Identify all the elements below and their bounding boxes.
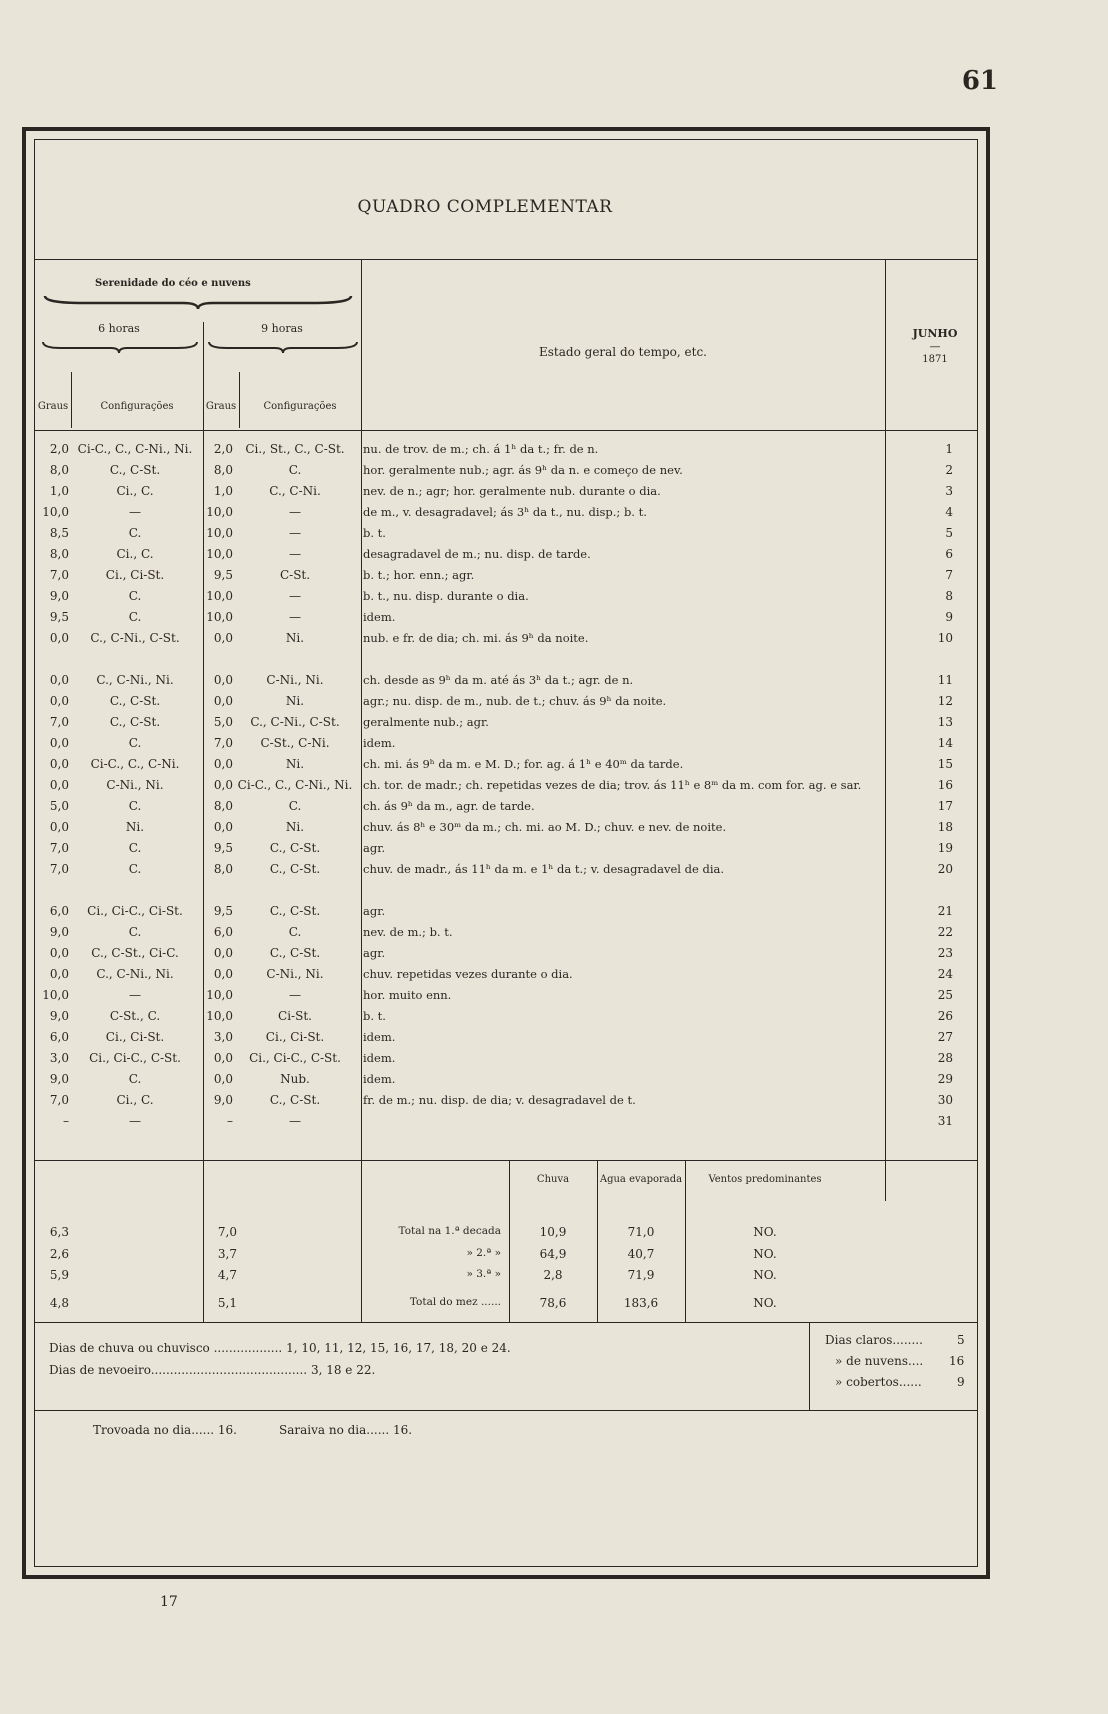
graus-6-cell: 9,0 bbox=[49, 1071, 69, 1086]
config-9-cell: — bbox=[289, 1113, 301, 1128]
trovoada: Trovoada no dia...... 16. bbox=[93, 1423, 237, 1437]
graus-9-cell: 10,0 bbox=[206, 525, 233, 540]
table-row bbox=[35, 501, 959, 522]
header-config-9: Configurações bbox=[263, 401, 337, 412]
graus-6-cell: 0,0 bbox=[49, 966, 69, 981]
estado-cell: geralmente nub.; agr. bbox=[363, 714, 489, 729]
config-9-cell: Ci., St., C., C-St. bbox=[245, 441, 345, 456]
table-frame bbox=[22, 127, 990, 1579]
header-bottom-line bbox=[35, 430, 977, 431]
saraiva: Saraiva no dia...... 16. bbox=[279, 1423, 413, 1437]
day-cell: 8 bbox=[945, 588, 953, 603]
table-row bbox=[35, 1110, 959, 1131]
day-cell: 4 bbox=[945, 504, 953, 519]
row-gap bbox=[35, 648, 959, 669]
config-6-cell: C., C-Ni., Ni. bbox=[96, 672, 174, 687]
day-cell: 1 bbox=[945, 441, 953, 456]
page-title: QUADRO COMPLEMENTAR bbox=[357, 197, 613, 217]
vline-graus9 bbox=[239, 372, 240, 428]
config-9-cell: C-St., C-Ni. bbox=[260, 735, 330, 750]
estado-cell: de m., v. desagradavel; ás 3ʰ da t., nu. disp.; b. t. bbox=[363, 504, 647, 519]
table-row bbox=[35, 774, 959, 795]
estado-cell bbox=[355, 1110, 881, 1131]
summary-agua: 183,6 bbox=[623, 1296, 659, 1310]
graus-9-cell: – bbox=[227, 1113, 233, 1128]
graus-6-cell: 7,0 bbox=[49, 861, 69, 876]
graus-9-cell: 8,0 bbox=[213, 798, 233, 813]
graus-9-cell: 3,0 bbox=[213, 1029, 233, 1044]
estado-cell: fr. de m.; nu. disp. de dia; v. desagradavel de t. bbox=[363, 1092, 636, 1107]
graus-6-cell: 5,0 bbox=[49, 798, 69, 813]
dias-cobertos-label: » cobertos...... bbox=[835, 1375, 922, 1389]
graus-9-cell: 9,5 bbox=[213, 840, 233, 855]
header-top-line bbox=[35, 259, 977, 260]
summary-graus-9: 4,7 bbox=[217, 1268, 237, 1282]
config-6-cell: C., C-Ni., C-St. bbox=[90, 630, 180, 645]
estado-cell: nub. e fr. de dia; ch. mi. ás 9ʰ da noite. bbox=[363, 630, 589, 645]
config-6-cell: Ni. bbox=[125, 819, 145, 834]
dias-claros-label: Dias claros........ bbox=[825, 1333, 923, 1347]
summary-agua: 40,7 bbox=[627, 1247, 655, 1261]
config-9-cell: Ni. bbox=[285, 756, 305, 771]
header-graus-6: Graus bbox=[37, 401, 69, 412]
config-9-cell: — bbox=[289, 609, 301, 624]
day-cell: 7 bbox=[945, 567, 953, 582]
config-9-cell: C., C-St. bbox=[269, 1092, 321, 1107]
day-cell: 23 bbox=[937, 945, 953, 960]
header-serenidade: Serenidade do céo e nuvens bbox=[95, 278, 251, 289]
day-cell: 6 bbox=[945, 546, 953, 561]
graus-6-cell: 10,0 bbox=[42, 504, 69, 519]
graus-6-cell: 9,5 bbox=[49, 609, 69, 624]
summary-chuva: 2,8 bbox=[543, 1268, 563, 1282]
summary-vento: NO. bbox=[753, 1296, 777, 1310]
day-cell: 28 bbox=[937, 1050, 953, 1065]
summary-graus-9: 5,1 bbox=[217, 1296, 237, 1310]
summary-label: » 2.ª » bbox=[466, 1247, 501, 1259]
day-cell: 11 bbox=[937, 672, 953, 687]
graus-9-cell: 0,0 bbox=[213, 756, 233, 771]
summary-vento: NO. bbox=[753, 1247, 777, 1261]
graus-9-cell: 10,0 bbox=[206, 609, 233, 624]
table-row bbox=[35, 732, 959, 753]
table-row bbox=[35, 1068, 959, 1089]
dias-nevoeiro bbox=[49, 1363, 375, 1377]
graus-9-cell: 9,0 bbox=[213, 1092, 233, 1107]
table-row bbox=[35, 1089, 959, 1110]
graus-6-cell: 9,0 bbox=[49, 924, 69, 939]
graus-6-cell: 0,0 bbox=[49, 735, 69, 750]
config-6-cell: C. bbox=[128, 861, 142, 876]
vline-dias bbox=[809, 1322, 810, 1410]
daily-table bbox=[35, 438, 959, 1131]
day-cell: 3 bbox=[945, 483, 953, 498]
config-6-cell: — bbox=[129, 1113, 141, 1128]
estado-cell: idem. bbox=[363, 609, 396, 624]
day-cell: 17 bbox=[937, 798, 953, 813]
graus-6-cell: 0,0 bbox=[49, 630, 69, 645]
footer-mid-line bbox=[35, 1410, 977, 1411]
table-row bbox=[35, 900, 959, 921]
day-cell: 13 bbox=[937, 714, 953, 729]
graus-6-cell: 6,0 bbox=[49, 1029, 69, 1044]
estado-cell: ch. desde as 9ʰ da m. até ás 3ʰ da t.; agr. de n. bbox=[363, 672, 634, 687]
graus-9-cell: 0,0 bbox=[213, 945, 233, 960]
brace-9-horas bbox=[207, 340, 359, 354]
dias-chuva bbox=[49, 1341, 511, 1355]
graus-9-cell: 10,0 bbox=[206, 504, 233, 519]
config-6-cell: Ci., C. bbox=[116, 546, 154, 561]
header-dash: — bbox=[929, 340, 941, 353]
summary-vento: NO. bbox=[753, 1268, 777, 1282]
day-cell: 2 bbox=[945, 462, 953, 477]
table-row bbox=[35, 1047, 959, 1068]
graus-6-cell: 0,0 bbox=[49, 672, 69, 687]
config-9-cell: C., C-Ni., C-St. bbox=[250, 714, 340, 729]
config-6-cell: Ci., Ci-C., Ci-St. bbox=[87, 903, 183, 918]
day-cell: 16 bbox=[937, 777, 953, 792]
config-9-cell: — bbox=[289, 588, 301, 603]
estado-cell: nev. de n.; agr; hor. geralmente nub. durante o dia. bbox=[363, 483, 661, 498]
day-cell: 22 bbox=[937, 924, 953, 939]
header-graus-9: Graus bbox=[205, 401, 237, 412]
vline-graus6 bbox=[71, 372, 72, 428]
brace-serenidade bbox=[43, 294, 353, 310]
config-9-cell: — bbox=[289, 546, 301, 561]
table-row bbox=[35, 963, 959, 984]
config-6-cell: Ci-C., C., C-Ni. bbox=[90, 756, 180, 771]
day-cell: 21 bbox=[937, 903, 953, 918]
summary-graus-6: 4,8 bbox=[49, 1296, 69, 1310]
row-gap bbox=[35, 879, 959, 900]
day-cell: 30 bbox=[937, 1092, 953, 1107]
config-9-cell: C., C-St. bbox=[269, 903, 321, 918]
config-9-cell: C., C-St. bbox=[269, 840, 321, 855]
estado-cell: idem. bbox=[363, 1050, 396, 1065]
table-row bbox=[35, 1005, 959, 1026]
summary-header-ventos: Ventos predominantes bbox=[708, 1174, 822, 1185]
graus-6-cell: 8,0 bbox=[49, 462, 69, 477]
graus-6-cell: 1,0 bbox=[49, 483, 69, 498]
day-cell: 29 bbox=[937, 1071, 953, 1086]
graus-9-cell: 0,0 bbox=[213, 693, 233, 708]
config-6-cell: C., C-St., Ci-C. bbox=[91, 945, 179, 960]
config-9-cell: C. bbox=[288, 798, 302, 813]
table-row bbox=[35, 543, 959, 564]
graus-9-cell: 8,0 bbox=[213, 462, 233, 477]
summary-top-line bbox=[35, 1160, 977, 1161]
day-cell: 26 bbox=[937, 1008, 953, 1023]
dias-nuvens-label: » de nuvens.... bbox=[835, 1354, 924, 1368]
dias-claros-value: 5 bbox=[957, 1333, 965, 1347]
summary-chuva: 64,9 bbox=[539, 1247, 567, 1261]
dias-chuva-label: Dias de chuva ou chuvisco .................. bbox=[49, 1341, 283, 1355]
day-cell: 10 bbox=[937, 630, 953, 645]
graus-9-cell: 10,0 bbox=[206, 588, 233, 603]
estado-cell: idem. bbox=[363, 1029, 396, 1044]
estado-cell: ch. tor. de madr.; ch. repetidas vezes de dia; trov. ás 11ʰ e 8ᵐ da m. com for. ag. e sar. bbox=[363, 777, 862, 792]
day-cell: 31 bbox=[937, 1113, 953, 1128]
header-estado: Estado geral do tempo, etc. bbox=[539, 345, 707, 359]
table-row bbox=[35, 585, 959, 606]
table-row bbox=[35, 711, 959, 732]
config-6-cell: C. bbox=[128, 798, 142, 813]
graus-9-cell: 0,0 bbox=[213, 819, 233, 834]
graus-9-cell: 10,0 bbox=[206, 1008, 233, 1023]
table-row bbox=[35, 480, 959, 501]
estado-cell: nev. de m.; b. t. bbox=[363, 924, 453, 939]
header-config-6: Configurações bbox=[100, 401, 174, 412]
graus-6-cell: 3,0 bbox=[49, 1050, 69, 1065]
summary-chuva: 10,9 bbox=[539, 1225, 567, 1239]
config-6-cell: C. bbox=[128, 735, 142, 750]
table-row bbox=[35, 1026, 959, 1047]
graus-6-cell: 9,0 bbox=[49, 588, 69, 603]
config-9-cell: C., C-St. bbox=[269, 945, 321, 960]
config-6-cell: C., C-St. bbox=[109, 714, 161, 729]
config-9-cell: — bbox=[289, 525, 301, 540]
table-row bbox=[35, 795, 959, 816]
page-number: 61 bbox=[961, 66, 998, 96]
table-row bbox=[35, 921, 959, 942]
summary-label: » 3.ª » bbox=[466, 1268, 501, 1280]
header-year: 1871 bbox=[922, 354, 948, 365]
config-9-cell: C-St. bbox=[279, 567, 311, 582]
summary-agua: 71,9 bbox=[627, 1268, 655, 1282]
graus-6-cell: 0,0 bbox=[49, 945, 69, 960]
table-row bbox=[35, 942, 959, 963]
day-cell: 24 bbox=[937, 966, 953, 981]
day-cell: 5 bbox=[945, 525, 953, 540]
config-9-cell: Ci., Ci-St. bbox=[265, 1029, 325, 1044]
config-9-cell: C-Ni., Ni. bbox=[266, 966, 324, 981]
estado-cell: ch. mi. ás 9ʰ da m. e M. D.; for. ag. á 1ʰ e 40ᵐ da tarde. bbox=[363, 756, 684, 771]
day-cell: 19 bbox=[937, 840, 953, 855]
summary-label: Total do mez ...... bbox=[409, 1296, 501, 1308]
graus-6-cell: 9,0 bbox=[49, 1008, 69, 1023]
config-9-cell: Ni. bbox=[285, 630, 305, 645]
estado-cell: nu. de trov. de m.; ch. á 1ʰ da t.; fr. de n. bbox=[363, 441, 599, 456]
graus-9-cell: 0,0 bbox=[213, 1050, 233, 1065]
summary-chuva: 78,6 bbox=[539, 1296, 567, 1310]
estado-cell: ch. ás 9ʰ da m., agr. de tarde. bbox=[363, 798, 535, 813]
graus-9-cell: 8,0 bbox=[213, 861, 233, 876]
estado-cell: desagradavel de m.; nu. disp. de tarde. bbox=[363, 546, 591, 561]
table-row bbox=[35, 690, 959, 711]
estado-cell: agr.; nu. disp. de m., nub. de t.; chuv. ás 9ʰ da noite. bbox=[363, 693, 667, 708]
config-6-cell: C. bbox=[128, 525, 142, 540]
table-row bbox=[35, 522, 959, 543]
graus-9-cell: 9,5 bbox=[213, 903, 233, 918]
config-9-cell: C. bbox=[288, 462, 302, 477]
header-9-horas: 9 horas bbox=[261, 322, 303, 335]
dias-nevoeiro-value: 3, 18 e 22. bbox=[310, 1363, 376, 1377]
config-6-cell: — bbox=[129, 504, 141, 519]
table-row bbox=[35, 564, 959, 585]
config-9-cell: Ci-St. bbox=[278, 1008, 312, 1023]
dias-nevoeiro-label: Dias de nevoeiro......................................... bbox=[49, 1363, 308, 1377]
config-6-cell: C., C-Ni., Ni. bbox=[96, 966, 174, 981]
estado-cell: idem. bbox=[363, 1071, 396, 1086]
config-9-cell: Ci-C., C., C-Ni., Ni. bbox=[237, 777, 353, 792]
summary-header-agua: Agua evaporada bbox=[599, 1174, 683, 1185]
estado-cell: b. t., nu. disp. durante o dia. bbox=[363, 588, 529, 603]
graus-9-cell: 1,0 bbox=[213, 483, 233, 498]
graus-9-cell: 0,0 bbox=[213, 630, 233, 645]
table-row bbox=[35, 753, 959, 774]
config-9-cell: C., C-St. bbox=[269, 861, 321, 876]
table-row bbox=[35, 858, 959, 879]
day-cell: 18 bbox=[937, 819, 953, 834]
graus-9-cell: 6,0 bbox=[213, 924, 233, 939]
graus-9-cell: 10,0 bbox=[206, 987, 233, 1002]
graus-6-cell: 8,0 bbox=[49, 546, 69, 561]
config-9-cell: C-Ni., Ni. bbox=[266, 672, 324, 687]
graus-6-cell: – bbox=[63, 1113, 69, 1128]
graus-6-cell: 7,0 bbox=[49, 714, 69, 729]
day-cell: 15 bbox=[937, 756, 953, 771]
graus-6-cell: 7,0 bbox=[49, 840, 69, 855]
graus-9-cell: 7,0 bbox=[213, 735, 233, 750]
estado-cell: b. t. bbox=[363, 525, 386, 540]
summary-label: Total na 1.ª decada bbox=[398, 1225, 501, 1237]
config-6-cell: C. bbox=[128, 588, 142, 603]
config-9-cell: C., C-Ni. bbox=[269, 483, 321, 498]
summary-graus-6: 2,6 bbox=[49, 1247, 69, 1261]
summary-header-chuva: Chuva bbox=[536, 1174, 570, 1185]
day-cell: 14 bbox=[937, 735, 953, 750]
config-9-cell: C. bbox=[288, 924, 302, 939]
table-inner bbox=[34, 139, 978, 1567]
graus-6-cell: 2,0 bbox=[49, 441, 69, 456]
table-row bbox=[35, 669, 959, 690]
graus-9-cell: 9,5 bbox=[213, 567, 233, 582]
graus-9-cell: 0,0 bbox=[213, 1071, 233, 1086]
day-cell: 20 bbox=[937, 861, 953, 876]
summary-graus-9: 7,0 bbox=[217, 1225, 237, 1239]
config-9-cell: Ni. bbox=[285, 819, 305, 834]
config-9-cell: — bbox=[289, 987, 301, 1002]
graus-9-cell: 0,0 bbox=[213, 672, 233, 687]
config-6-cell: C. bbox=[128, 840, 142, 855]
config-9-cell: Ni. bbox=[285, 693, 305, 708]
graus-9-cell: 5,0 bbox=[213, 714, 233, 729]
day-cell: 9 bbox=[945, 609, 953, 624]
footer-number: 17 bbox=[160, 1594, 178, 1610]
config-9-cell: Ci., Ci-C., C-St. bbox=[249, 1050, 341, 1065]
summary-graus-6: 6,3 bbox=[49, 1225, 69, 1239]
graus-6-cell: 8,5 bbox=[49, 525, 69, 540]
footer-top-line bbox=[35, 1322, 977, 1323]
config-6-cell: C., C-St. bbox=[109, 693, 161, 708]
config-6-cell: Ci., Ci-St. bbox=[105, 1029, 165, 1044]
day-cell: 27 bbox=[937, 1029, 953, 1044]
estado-cell: chuv. repetidas vezes durante o dia. bbox=[363, 966, 573, 981]
table-row bbox=[35, 837, 959, 858]
graus-6-cell: 10,0 bbox=[42, 987, 69, 1002]
estado-cell: hor. muito enn. bbox=[363, 987, 452, 1002]
graus-6-cell: 7,0 bbox=[49, 1092, 69, 1107]
dias-cobertos-value: 9 bbox=[957, 1375, 965, 1389]
graus-6-cell: 0,0 bbox=[49, 777, 69, 792]
brace-6-horas bbox=[41, 340, 199, 354]
estado-cell: chuv. ás 8ʰ e 30ᵐ da m.; ch. mi. ao M. D.; chuv. e nev. de noite. bbox=[363, 819, 727, 834]
estado-cell: agr. bbox=[363, 903, 386, 918]
table-row bbox=[35, 816, 959, 837]
config-6-cell: Ci-C., C., C-Ni., Ni. bbox=[77, 441, 193, 456]
table-row bbox=[35, 606, 959, 627]
header-month: JUNHO bbox=[912, 327, 958, 340]
summary-vento: NO. bbox=[753, 1225, 777, 1239]
graus-9-cell: 10,0 bbox=[206, 546, 233, 561]
table-row bbox=[35, 459, 959, 480]
day-cell: 25 bbox=[937, 987, 953, 1002]
dias-chuva-value: 1, 10, 11, 12, 15, 16, 17, 18, 20 e 24. bbox=[286, 1341, 511, 1355]
day-cell: 12 bbox=[937, 693, 953, 708]
estado-cell: b. t. bbox=[363, 1008, 386, 1023]
table-row bbox=[35, 984, 959, 1005]
table-row bbox=[35, 627, 959, 648]
config-6-cell: Ci., Ci-St. bbox=[105, 567, 165, 582]
graus-9-cell: 0,0 bbox=[213, 777, 233, 792]
estado-cell: agr. bbox=[363, 840, 386, 855]
config-6-cell: Ci., C. bbox=[116, 483, 154, 498]
graus-6-cell: 6,0 bbox=[49, 903, 69, 918]
estado-cell: b. t.; hor. enn.; agr. bbox=[363, 567, 475, 582]
config-6-cell: C. bbox=[128, 609, 142, 624]
table-row bbox=[35, 438, 959, 459]
graus-6-cell: 0,0 bbox=[49, 693, 69, 708]
config-6-cell: C-St., C. bbox=[109, 1008, 161, 1023]
graus-6-cell: 0,0 bbox=[49, 819, 69, 834]
header-6-horas: 6 horas bbox=[98, 322, 140, 335]
config-6-cell: C. bbox=[128, 1071, 142, 1086]
config-6-cell: — bbox=[129, 987, 141, 1002]
config-6-cell: Ci., Ci-C., C-St. bbox=[89, 1050, 181, 1065]
config-9-cell: — bbox=[289, 504, 301, 519]
config-6-cell: C., C-St. bbox=[109, 462, 161, 477]
config-6-cell: C-Ni., Ni. bbox=[106, 777, 164, 792]
config-6-cell: Ci., C. bbox=[116, 1092, 154, 1107]
graus-6-cell: 0,0 bbox=[49, 756, 69, 771]
config-6-cell: C. bbox=[128, 924, 142, 939]
summary-agua: 71,0 bbox=[627, 1225, 655, 1239]
estado-cell: idem. bbox=[363, 735, 396, 750]
graus-6-cell: 7,0 bbox=[49, 567, 69, 582]
estado-cell: hor. geralmente nub.; agr. ás 9ʰ da n. e começo de nev. bbox=[363, 462, 683, 477]
graus-9-cell: 0,0 bbox=[213, 966, 233, 981]
estado-cell: agr. bbox=[363, 945, 386, 960]
graus-9-cell: 2,0 bbox=[213, 441, 233, 456]
config-9-cell: Nub. bbox=[280, 1071, 310, 1086]
estado-cell: chuv. de madr., ás 11ʰ da m. e 1ʰ da t.; v. desagradavel de dia. bbox=[363, 861, 725, 876]
dias-nuvens-value: 16 bbox=[949, 1354, 965, 1368]
summary-graus-9: 3,7 bbox=[217, 1247, 237, 1261]
summary-graus-6: 5,9 bbox=[49, 1268, 69, 1282]
